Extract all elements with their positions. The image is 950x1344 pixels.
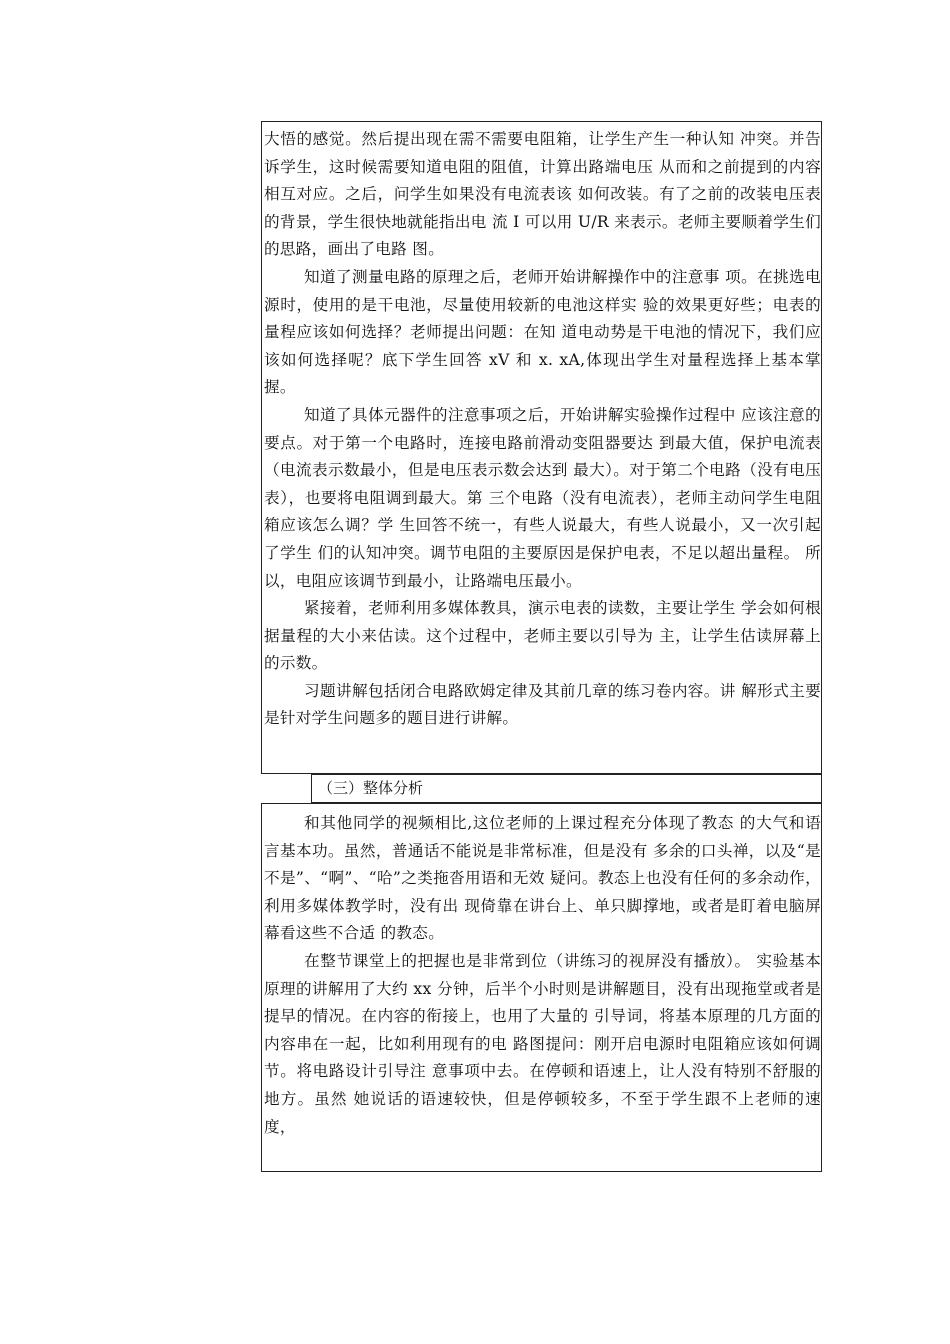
paragraph: 知道了测量电路的原理之后，老师开始讲解操作中的注意事 项。在挑选电源时，使用的是干电池，尽量使用较新的电池这样实 验的效果更好些；电表的量程应该如何选择？老师提出问题：在知 道电动势是干电池的情况下，我们应该如何选择呢？底下学生回答 xV 和 x. xA,体现出学生对量程选择上基本掌握。 (264, 267, 821, 397)
section-heading: （三）整体分析 (311, 774, 822, 803)
document-table (261, 121, 822, 1172)
paragraph: 知道了具体元器件的注意事项之后，开始讲解实验操作过程中 应该注意的要点。对于第一个电路时，连接电路前滑动变阻器要达 到最大值，保护电流表（电流表示数最小，但是电压表示数会达到 最大）。对于第二个电路（没有电压表），也要将电阻调到最大。第 三个电路（没有电流表），老师主动问学生电阻箱应该怎么调？学 生回答不统一，有些人说最大，有些人说最小，又一次引起了学生 们的认知冲突。调节电阻的主要原因是保护电表，不足以超出量程。 所以，电阻应该调节到最小，让路端电压最小。 (264, 405, 821, 590)
lesson-process-cell (261, 121, 822, 774)
overall-analysis-cell (261, 803, 822, 1172)
paragraph: 紧接着，老师利用多媒体教具，演示电表的读数，主要让学生 学会如何根据量程的大小来估读。这个过程中，老师主要以引导为 主，让学生估读屏幕上的示数。 (264, 599, 821, 673)
paragraph: 和其他同学的视频相比,这位老师的上课过程充分体现了教态 的大气和语言基本功。虽然，普通话不能说是非常标准，但是没有 多余的口头禅，以及“是不是”、“啊”、“哈”之类拖沓用语和无效 疑问。教态上也没有任何的多余动作，利用多媒体教学时，没有出 现倚靠在讲台上、单只脚撑地，或者是盯着电脑屏幕看这些不合适 的教态。 (264, 814, 821, 943)
paragraph: 大悟的感觉。然后提出现在需不需要电阻箱，让学生产生一种认知 冲突。并告诉学生，这时候需要知道电阻的阻值，计算出路端电压 从而和之前提到的内容相互对应。之后，问学生如果没有电流表该 如何改装。有了之前的改装电压表的背景，学生很快地就能指出电 流 I 可以用 U/R 来表示。老师主要顺着学生们的思路，画出了电路 图。 (264, 130, 821, 259)
paragraph: 在整节课堂上的把握也是非常到位（讲练习的视屏没有播放）。 实验基本原理的讲解用了大约 xx 分钟，后半个小时则是讲解题目，没有出现拖堂或者是提早的情况。在内容的衔接上，也用了大量的 引导词，将基本原理的几方面的内容串在一起，比如利用现有的电 路图提问：刚开启电源时电阻箱应该如何调节。将电路设计引导注 意事项中去。在停顿和语速上，让人没有特别不舒服的地方。虽然 她说话的语速较快，但是停顿较多，不至于学生跟不上老师的速度， (264, 951, 821, 1136)
paragraph: 习题讲解包括闭合电路欧姆定律及其前几章的练习卷内容。讲 解形式主要是针对学生问题多的题目进行讲解。 (264, 681, 821, 728)
